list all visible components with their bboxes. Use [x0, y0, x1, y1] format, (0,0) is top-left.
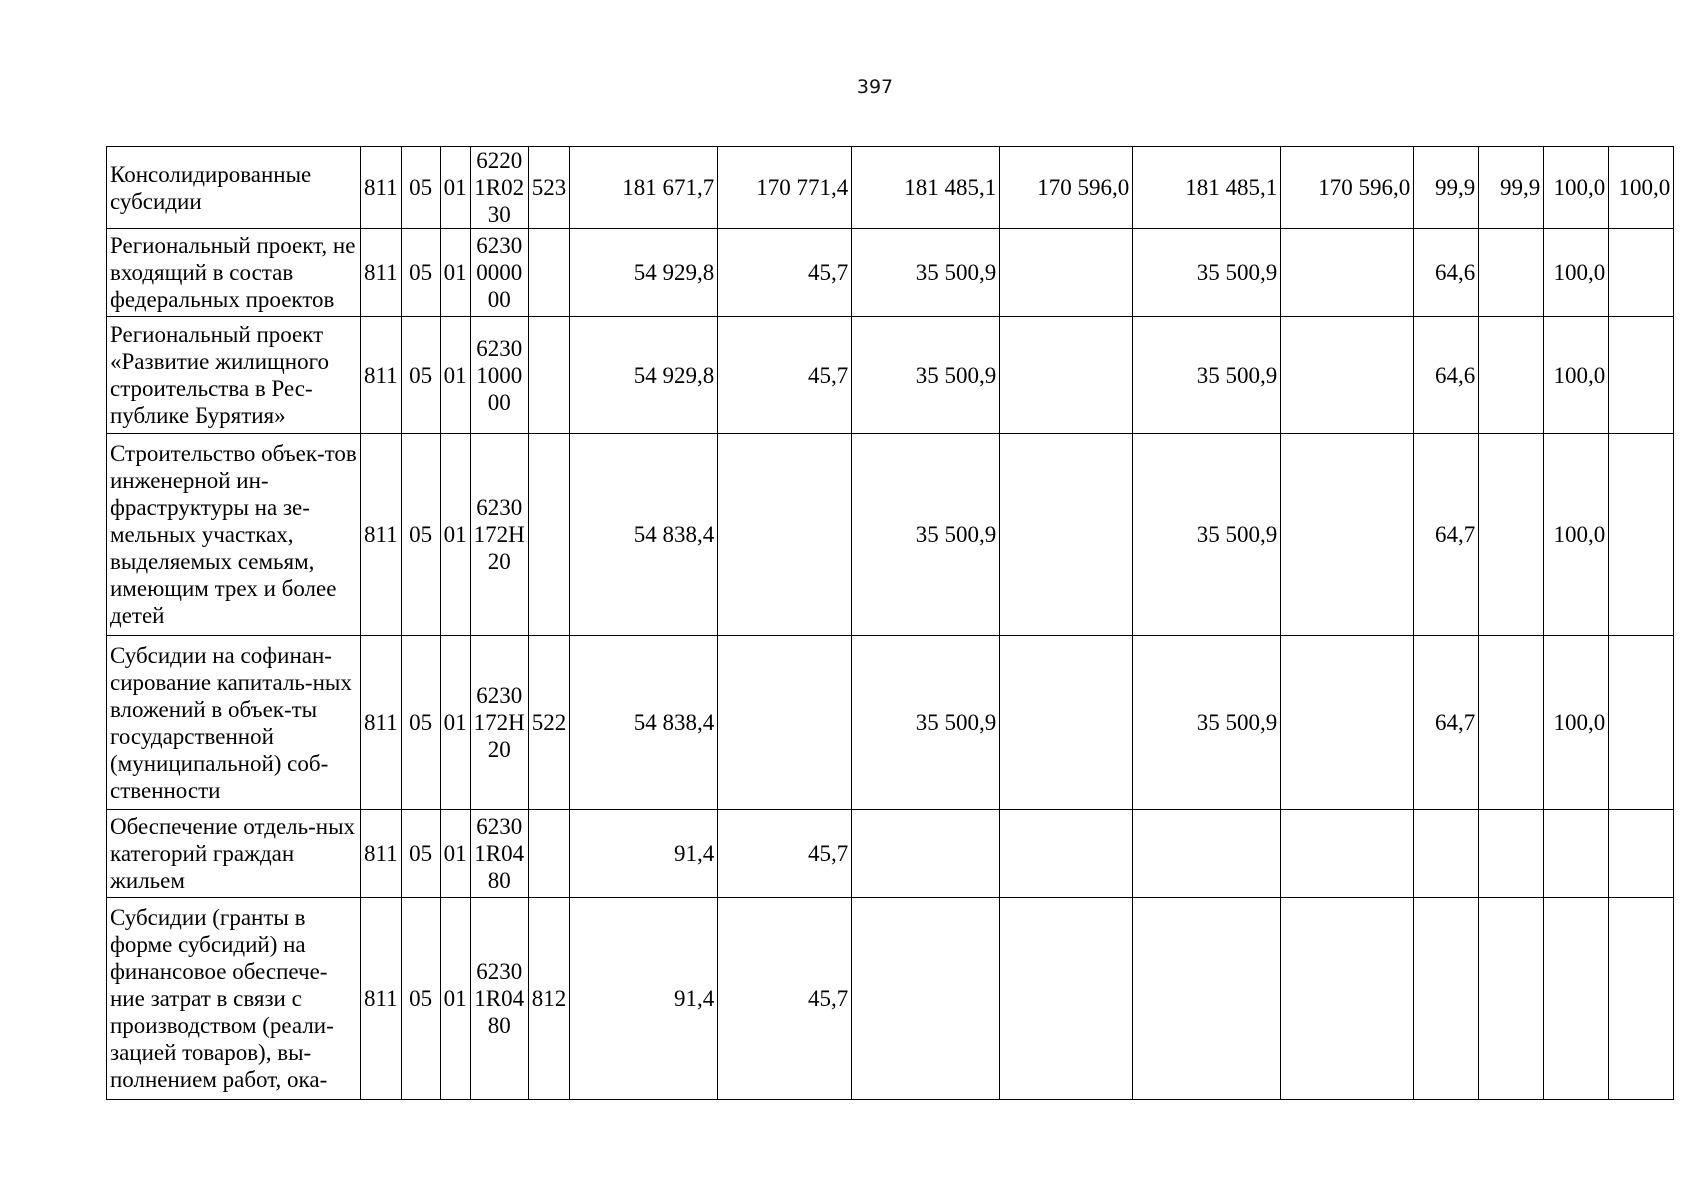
amount-cell: 170 596,0: [1000, 147, 1133, 229]
section-code: 05: [401, 147, 440, 229]
target-article-code: 6230 0000 00: [470, 229, 528, 317]
expense-type-code: 522: [528, 636, 570, 810]
percent-cell: [1414, 810, 1479, 898]
ved-code: 811: [361, 636, 402, 810]
table-row: [107, 898, 1674, 1100]
section-code: 05: [401, 229, 440, 317]
table-row: [107, 229, 1674, 317]
item-name: Консолидированные субсидии: [107, 147, 361, 229]
percent-cell: [1544, 898, 1609, 1100]
amount-cell: 181 485,1: [852, 147, 1000, 229]
percent-cell: [1609, 810, 1674, 898]
percent-cell: 99,9: [1479, 147, 1544, 229]
percent-cell: 64,6: [1414, 317, 1479, 434]
amount-cell: 170 596,0: [1281, 147, 1414, 229]
item-name: Субсидии (гранты в форме субсидий) на финансовое обеспече-ние затрат в связи с производством (реали-зацией товаров), вы-полнением работ, ока-: [107, 898, 361, 1100]
percent-cell: [1414, 898, 1479, 1100]
amount-cell: 91,4: [570, 898, 718, 1100]
amount-cell: 91,4: [570, 810, 718, 898]
percent-cell: [1479, 317, 1544, 434]
expense-type-code: 523: [528, 147, 570, 229]
amount-cell: [718, 636, 852, 810]
budget-table: [106, 146, 1674, 1100]
amount-cell: 181 485,1: [1133, 147, 1281, 229]
amount-cell: 54 929,8: [570, 229, 718, 317]
expense-type-code: [528, 229, 570, 317]
amount-cell: [718, 434, 852, 636]
amount-cell: 45,7: [718, 810, 852, 898]
percent-cell: 100,0: [1544, 229, 1609, 317]
percent-cell: [1609, 898, 1674, 1100]
ved-code: 811: [361, 147, 402, 229]
subsection-code: 01: [440, 317, 470, 434]
amount-cell: 45,7: [718, 317, 852, 434]
subsection-code: 01: [440, 147, 470, 229]
amount-cell: [1133, 898, 1281, 1100]
amount-cell: 45,7: [718, 898, 852, 1100]
amount-cell: 35 500,9: [1133, 434, 1281, 636]
amount-cell: 35 500,9: [1133, 636, 1281, 810]
ved-code: 811: [361, 898, 402, 1100]
item-name: Региональный проект, не входящий в состав федеральных проектов: [107, 229, 361, 317]
subsection-code: 01: [440, 229, 470, 317]
target-article-code: 6230 1000 00: [470, 317, 528, 434]
percent-cell: 100,0: [1544, 434, 1609, 636]
amount-cell: 35 500,9: [852, 229, 1000, 317]
percent-cell: [1544, 810, 1609, 898]
amount-cell: [852, 810, 1000, 898]
item-name: Строительство объек-тов инженерной ин-фраструктуры на зе-мельных участках, выделяемых семьям, имеющим трех и более детей: [107, 434, 361, 636]
amount-cell: [1281, 636, 1414, 810]
table-row: [107, 636, 1674, 810]
subsection-code: 01: [440, 810, 470, 898]
amount-cell: [1000, 229, 1133, 317]
amount-cell: [1281, 434, 1414, 636]
page-number: 397: [856, 76, 894, 98]
percent-cell: 64,6: [1414, 229, 1479, 317]
amount-cell: [1133, 810, 1281, 898]
percent-cell: 100,0: [1544, 317, 1609, 434]
amount-cell: [1281, 317, 1414, 434]
percent-cell: 99,9: [1414, 147, 1479, 229]
expense-type-code: [528, 317, 570, 434]
amount-cell: 54 929,8: [570, 317, 718, 434]
ved-code: 811: [361, 229, 402, 317]
percent-cell: [1479, 229, 1544, 317]
expense-type-code: [528, 810, 570, 898]
target-article-code: 6230 1R04 80: [470, 810, 528, 898]
ved-code: 811: [361, 434, 402, 636]
amount-cell: 54 838,4: [570, 434, 718, 636]
amount-cell: [852, 898, 1000, 1100]
subsection-code: 01: [440, 898, 470, 1100]
expense-type-code: 812: [528, 898, 570, 1100]
amount-cell: 181 671,7: [570, 147, 718, 229]
percent-cell: [1609, 317, 1674, 434]
percent-cell: 100,0: [1544, 636, 1609, 810]
amount-cell: [1281, 229, 1414, 317]
percent-cell: [1479, 898, 1544, 1100]
amount-cell: [1000, 898, 1133, 1100]
amount-cell: [1281, 898, 1414, 1100]
amount-cell: 35 500,9: [852, 636, 1000, 810]
item-name: Региональный проект «Развитие жилищного строительства в Рес-публике Бурятия»: [107, 317, 361, 434]
amount-cell: [1000, 434, 1133, 636]
percent-cell: [1479, 636, 1544, 810]
percent-cell: [1479, 810, 1544, 898]
amount-cell: 35 500,9: [852, 317, 1000, 434]
amount-cell: 54 838,4: [570, 636, 718, 810]
percent-cell: 64,7: [1414, 636, 1479, 810]
amount-cell: 35 500,9: [1133, 317, 1281, 434]
amount-cell: [1000, 810, 1133, 898]
target-article-code: 6220 1R02 30: [470, 147, 528, 229]
section-code: 05: [401, 434, 440, 636]
percent-cell: [1609, 229, 1674, 317]
table-row: [107, 434, 1674, 636]
percent-cell: [1609, 434, 1674, 636]
target-article-code: 6230 172H 20: [470, 636, 528, 810]
amount-cell: 45,7: [718, 229, 852, 317]
section-code: 05: [401, 317, 440, 434]
item-name: Обеспечение отдель-ных категорий граждан жильем: [107, 810, 361, 898]
amount-cell: [1000, 317, 1133, 434]
expense-type-code: [528, 434, 570, 636]
percent-cell: 64,7: [1414, 434, 1479, 636]
section-code: 05: [401, 898, 440, 1100]
section-code: 05: [401, 636, 440, 810]
table-row: [107, 317, 1674, 434]
amount-cell: 170 771,4: [718, 147, 852, 229]
percent-cell: 100,0: [1609, 147, 1674, 229]
percent-cell: [1479, 434, 1544, 636]
table-row: [107, 810, 1674, 898]
target-article-code: 6230 1R04 80: [470, 898, 528, 1100]
ved-code: 811: [361, 317, 402, 434]
percent-cell: 100,0: [1544, 147, 1609, 229]
subsection-code: 01: [440, 434, 470, 636]
section-code: 05: [401, 810, 440, 898]
amount-cell: 35 500,9: [852, 434, 1000, 636]
amount-cell: 35 500,9: [1133, 229, 1281, 317]
amount-cell: [1000, 636, 1133, 810]
amount-cell: [1281, 810, 1414, 898]
target-article-code: 6230 172H 20: [470, 434, 528, 636]
subsection-code: 01: [440, 636, 470, 810]
table-row: [107, 147, 1674, 229]
percent-cell: [1609, 636, 1674, 810]
item-name: Субсидии на софинан-сирование капиталь-ных вложений в объек-ты государственной (муниципальной) соб-ственности: [107, 636, 361, 810]
ved-code: 811: [361, 810, 402, 898]
